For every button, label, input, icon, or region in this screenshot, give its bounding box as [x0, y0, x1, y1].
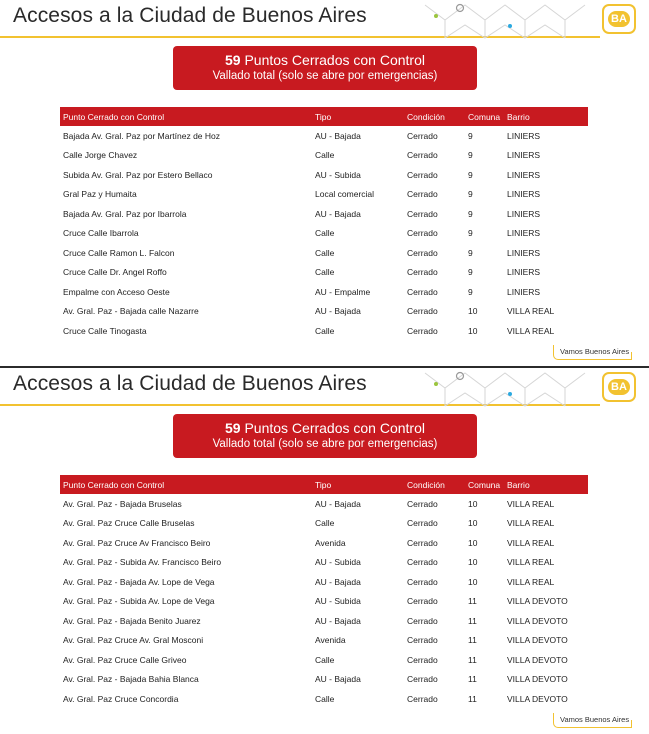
cell-comuna: 9 [468, 150, 473, 161]
cell-condition: Cerrado [407, 189, 438, 200]
cell-comuna: 11 [468, 635, 477, 646]
cell-point: Av. Gral. Paz Cruce Calle Griveo [63, 654, 187, 665]
header-barrio: Barrio [504, 475, 588, 494]
cell-comuna: 10 [468, 576, 478, 587]
header-condition: Condición [404, 107, 465, 126]
cell-barrio: LINIERS [507, 267, 541, 278]
cell-comuna: 11 [468, 654, 477, 665]
header-point: Punto Cerrado con Control [60, 475, 312, 494]
cell-type: Local comercial [315, 189, 375, 200]
cell-type: Calle [315, 325, 335, 336]
cell-comuna: 9 [468, 267, 473, 278]
cell-type: AU - Bajada [315, 306, 361, 317]
footer-text: Vamos Buenos Aires [560, 715, 630, 724]
cell-condition: Cerrado [407, 576, 438, 587]
cell-comuna: 11 [468, 693, 477, 704]
cell-point: Empalme con Acceso Oeste [63, 286, 170, 297]
summary-banner [173, 46, 477, 90]
cell-comuna: 11 [468, 674, 477, 685]
cell-point: Av. Gral. Paz - Bajada calle Nazarre [63, 306, 199, 317]
cell-barrio: VILLA DEVOTO [507, 693, 568, 704]
cell-type: Calle [315, 267, 335, 278]
summary-banner [173, 414, 477, 458]
cell-barrio: VILLA REAL [507, 576, 555, 587]
cell-condition: Cerrado [407, 674, 438, 685]
closed-points-table [60, 107, 588, 341]
cell-barrio: VILLA DEVOTO [507, 654, 568, 665]
cell-barrio: LINIERS [507, 169, 541, 180]
header-type: Tipo [312, 107, 404, 126]
cell-barrio: VILLA REAL [507, 557, 555, 568]
table-row [60, 302, 588, 322]
ba-logo [602, 372, 636, 402]
banner-subtitle: Vallado total (solo se abre por emergencias) [212, 438, 438, 450]
cell-comuna: 9 [468, 286, 473, 297]
cell-condition: Cerrado [407, 208, 438, 219]
cell-comuna: 9 [468, 228, 473, 239]
cell-type: AU - Subida [315, 596, 361, 607]
footer-tag [553, 345, 631, 360]
table-body [60, 494, 588, 709]
cell-barrio: LINIERS [507, 228, 541, 239]
table-row [60, 146, 588, 166]
cell-type: AU - Subida [315, 169, 361, 180]
cell-barrio: VILLA REAL [507, 498, 555, 509]
cell-point: Cruce Calle Tinogasta [63, 325, 147, 336]
cell-type: Calle [315, 693, 335, 704]
cell-barrio: VILLA REAL [507, 537, 555, 548]
cell-point: Cruce Calle Ibarrola [63, 228, 139, 239]
banner-subtitle: Vallado total (solo se abre por emergencias) [212, 70, 438, 82]
cell-type: Calle [315, 228, 335, 239]
cell-point: Av. Gral. Paz - Bajada Benito Juarez [63, 615, 201, 626]
header-condition: Condición [404, 475, 465, 494]
cell-comuna: 10 [468, 306, 478, 317]
ba-logo-text: BA [608, 379, 630, 395]
cell-type: AU - Empalme [315, 286, 371, 297]
footer-text: Vamos Buenos Aires [560, 347, 630, 356]
table-row [60, 572, 588, 592]
cell-point: Av. Gral. Paz - Bajada Bahia Blanca [63, 674, 199, 685]
banner-heading-text: Puntos Cerrados con Control [244, 52, 425, 68]
cell-barrio: LINIERS [507, 286, 541, 297]
cell-point: Gral Paz y Humaita [63, 189, 137, 200]
banner-heading-text: Puntos Cerrados con Control [244, 420, 425, 436]
cell-condition: Cerrado [407, 247, 438, 258]
cell-type: AU - Bajada [315, 615, 361, 626]
header-comuna: Comuna [465, 107, 504, 126]
cell-comuna: 11 [468, 596, 477, 607]
cell-barrio: LINIERS [507, 189, 541, 200]
table-row [60, 263, 588, 283]
table-body [60, 126, 588, 341]
table-header-row [60, 107, 588, 126]
cell-condition: Cerrado [407, 228, 438, 239]
table-row [60, 533, 588, 553]
table-row [60, 243, 588, 263]
banner-heading [173, 420, 477, 436]
cell-barrio: LINIERS [507, 150, 541, 161]
cell-point: Av. Gral. Paz Cruce Calle Bruselas [63, 518, 195, 529]
cell-condition: Cerrado [407, 286, 438, 297]
cell-comuna: 10 [468, 537, 478, 548]
cell-condition: Cerrado [407, 635, 438, 646]
header-barrio: Barrio [504, 107, 588, 126]
cell-barrio: LINIERS [507, 208, 541, 219]
cell-type: AU - Bajada [315, 576, 361, 587]
table-row [60, 126, 588, 146]
cell-comuna: 9 [468, 169, 473, 180]
cell-barrio: VILLA DEVOTO [507, 674, 568, 685]
cell-point: Av. Gral. Paz - Bajada Bruselas [63, 498, 182, 509]
table-row [60, 553, 588, 573]
cell-barrio: VILLA DEVOTO [507, 615, 568, 626]
slide-title: Accesos a la Ciudad de Buenos Aires [13, 372, 367, 395]
table-row [60, 282, 588, 302]
table-row [60, 650, 588, 670]
cell-barrio: VILLA DEVOTO [507, 635, 568, 646]
table-row [60, 204, 588, 224]
table-row [60, 631, 588, 651]
header-point: Punto Cerrado con Control [60, 107, 312, 126]
table-row [60, 670, 588, 690]
table-row [60, 321, 588, 341]
slide-title: Accesos a la Ciudad de Buenos Aires [13, 4, 367, 27]
cell-point: Calle Jorge Chavez [63, 150, 138, 161]
cell-comuna: 10 [468, 498, 478, 509]
header-comuna: Comuna [465, 475, 504, 494]
cell-condition: Cerrado [407, 518, 438, 529]
cell-comuna: 9 [468, 247, 473, 258]
table-row [60, 611, 588, 631]
cell-condition: Cerrado [407, 325, 438, 336]
cell-type: AU - Bajada [315, 674, 361, 685]
cell-point: Av. Gral. Paz Cruce Concordia [63, 693, 179, 704]
cell-point: Av. Gral. Paz - Subida Av. Francisco Beiro [63, 557, 222, 568]
cell-barrio: VILLA DEVOTO [507, 596, 568, 607]
cell-comuna: 11 [468, 615, 477, 626]
cell-type: AU - Bajada [315, 208, 361, 219]
cell-type: AU - Subida [315, 557, 361, 568]
ba-logo [602, 4, 636, 34]
cell-point: Cruce Calle Dr. Angel Roffo [63, 267, 167, 278]
cell-condition: Cerrado [407, 615, 438, 626]
cell-condition: Cerrado [407, 130, 438, 141]
cell-comuna: 10 [468, 557, 478, 568]
table-row [60, 689, 588, 709]
table-row [60, 185, 588, 205]
cell-condition: Cerrado [407, 693, 438, 704]
cell-condition: Cerrado [407, 654, 438, 665]
cell-type: AU - Bajada [315, 130, 361, 141]
cell-point: Av. Gral. Paz Cruce Av Francisco Beiro [63, 537, 211, 548]
cell-type: Calle [315, 247, 335, 258]
cell-comuna: 9 [468, 208, 473, 219]
footer-tag [553, 713, 631, 728]
cell-comuna: 10 [468, 518, 478, 529]
banner-count: 59 [224, 420, 241, 436]
cell-type: Avenida [315, 635, 346, 646]
cell-barrio: VILLA REAL [507, 325, 555, 336]
slide-1 [0, 0, 649, 366]
cell-point: Bajada Av. Gral. Paz por Ibarrola [63, 208, 187, 219]
table-row [60, 514, 588, 534]
geometric-pattern-icon [420, 0, 600, 40]
cell-type: AU - Bajada [315, 498, 361, 509]
slide-2 [0, 368, 649, 734]
cell-point: Cruce Calle Ramon L. Falcon [63, 247, 175, 258]
cell-barrio: VILLA REAL [507, 518, 555, 529]
cell-condition: Cerrado [407, 150, 438, 161]
cell-type: Calle [315, 654, 335, 665]
cell-type: Calle [315, 518, 335, 529]
geometric-pattern-icon [420, 368, 600, 408]
cell-barrio: VILLA REAL [507, 306, 555, 317]
cell-point: Av. Gral. Paz - Subida Av. Lope de Vega [63, 596, 215, 607]
cell-condition: Cerrado [407, 596, 438, 607]
table-row [60, 592, 588, 612]
cell-barrio: LINIERS [507, 247, 541, 258]
cell-comuna: 10 [468, 325, 478, 336]
table-row [60, 165, 588, 185]
cell-condition: Cerrado [407, 306, 438, 317]
cell-type: Avenida [315, 537, 346, 548]
banner-heading [173, 52, 477, 68]
footer-accent [631, 352, 632, 360]
cell-condition: Cerrado [407, 267, 438, 278]
closed-points-table [60, 475, 588, 709]
cell-condition: Cerrado [407, 557, 438, 568]
footer-accent [631, 720, 632, 728]
cell-barrio: LINIERS [507, 130, 541, 141]
cell-comuna: 9 [468, 189, 473, 200]
cell-condition: Cerrado [407, 498, 438, 509]
cell-type: Calle [315, 150, 335, 161]
cell-point: Bajada Av. Gral. Paz por Martínez de Hoz [63, 130, 221, 141]
table-row [60, 224, 588, 244]
ba-logo-text: BA [608, 11, 630, 27]
cell-point: Av. Gral. Paz - Bajada Av. Lope de Vega [63, 576, 215, 587]
table-header-row [60, 475, 588, 494]
cell-condition: Cerrado [407, 537, 438, 548]
banner-count: 59 [224, 52, 241, 68]
cell-point: Subida Av. Gral. Paz por Estero Bellaco [63, 169, 213, 180]
table-row [60, 494, 588, 514]
cell-comuna: 9 [468, 130, 473, 141]
header-type: Tipo [312, 475, 404, 494]
cell-point: Av. Gral. Paz Cruce Av. Gral Mosconi [63, 635, 204, 646]
cell-condition: Cerrado [407, 169, 438, 180]
